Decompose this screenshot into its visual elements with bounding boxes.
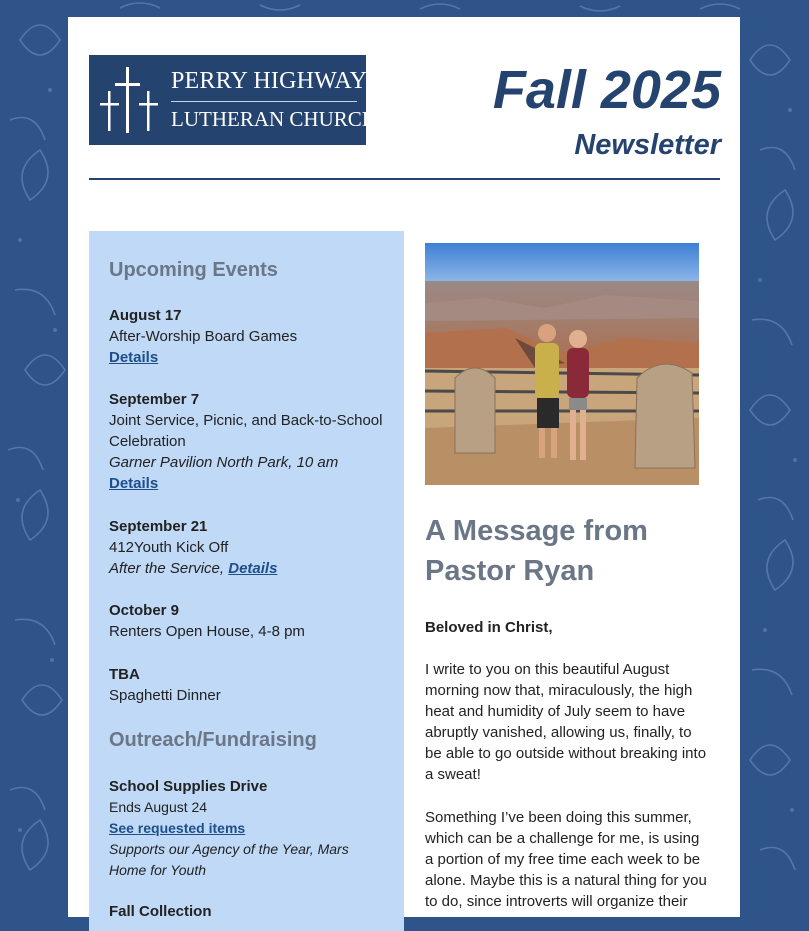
message-paragraph: I write to you on this beautiful August morning now that, miraculously, the high heat and humidity of July seem to have abruptly vanished, allowing us, finally, to be able to go outside without breaking into a sweat! <box>425 661 707 783</box>
outreach-title: Fall Collection <box>109 903 212 920</box>
event-name: After-Worship Board Games <box>109 328 298 345</box>
event-date: TBA <box>109 666 140 683</box>
requested-items-link[interactable]: See requested items <box>109 820 246 836</box>
event-name: Spaghetti Dinner <box>109 687 221 704</box>
event-details-link[interactable]: Details <box>228 560 278 577</box>
event-item <box>109 389 389 494</box>
message-paragraph: Something I’ve been doing this summer, which can be a challenge for me, is using a portion of my free time each week to be alone. Maybe this is a natural thing for you to do, since introverts will organize their <box>425 809 707 910</box>
event-date: September 21 <box>109 518 208 535</box>
outreach-note: Supports our Agency of the Year, Mars Home for Youth <box>109 841 349 878</box>
event-date: August 17 <box>109 307 182 324</box>
event-details-link[interactable]: Details <box>109 349 159 366</box>
event-name: Joint Service, Picnic, and Back-to-School Celebration <box>109 412 383 450</box>
newsletter-page <box>68 17 740 920</box>
event-item <box>109 600 389 642</box>
logo-divider <box>171 101 357 102</box>
logo-line-1: PERRY HIGHWAY <box>171 68 368 94</box>
event-location: Garner Pavilion North Park, 10 am <box>109 454 339 471</box>
message-greeting: Beloved in Christ, <box>425 619 553 636</box>
events-heading: Upcoming Events <box>109 259 278 281</box>
event-note: After the Service, <box>109 560 225 577</box>
pastor-photo <box>425 243 699 485</box>
event-name: Renters Open House, 4-8 pm <box>109 623 305 640</box>
three-crosses-icon <box>97 61 161 137</box>
church-logo[interactable] <box>89 55 377 145</box>
event-date: October 9 <box>109 602 180 619</box>
outreach-ends: Ends August 24 <box>109 799 208 815</box>
event-details-link[interactable]: Details <box>109 475 159 492</box>
header-divider <box>89 178 720 180</box>
newsletter-subtitle: Newsletter <box>574 129 721 161</box>
event-date: September 7 <box>109 391 200 408</box>
sidebar <box>89 231 404 931</box>
outreach-item <box>109 776 389 881</box>
outreach-title: School Supplies Drive <box>109 778 268 795</box>
message-title: A Message from Pastor Ryan <box>425 515 648 587</box>
event-item <box>109 664 389 706</box>
logo-line-2: LUTHERAN CHURCH <box>171 107 377 131</box>
outreach-item <box>109 901 389 922</box>
event-name: 412Youth Kick Off <box>109 539 229 556</box>
event-item <box>109 516 389 579</box>
newsletter-title: Fall 2025 <box>492 60 721 120</box>
event-item <box>109 305 389 368</box>
outreach-heading: Outreach/Fundraising <box>109 729 317 751</box>
